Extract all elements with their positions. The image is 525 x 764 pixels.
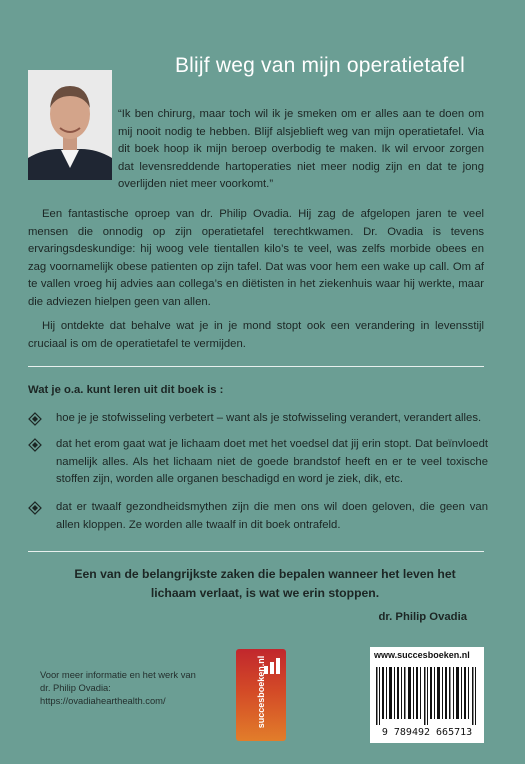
description-paragraph-1: Een fantastische oproep van dr. Philip Ovadia. Hij zag de afgelopen jaren te veel mensen die onnodig op zijn operatietafel terechtkwamen. Dr. Ovadia is tevens ervaringsdeskundige: hij woog vele tientallen kilo’s te veel, was zelfs morbide obees en zag voornamelijk obese patienten op zijn tafel. Dat was voor hem een wake up call. Om af te vallen vroeg hij advies aan collega’s en diëtisten in het ziekenhuis waar hij werkte, maar die adviezen hielpen geen van allen. xyxy=(28,208,484,308)
book-title: Blijf weg van mijn operatietafel xyxy=(174,54,466,77)
list-item-text: dat er twaalf gezondheidsmythen zijn die men ons wil doen geloven, die geen van allen kloppen. Ze worden alle twaalf in dit boek ontrafeld. xyxy=(56,501,488,531)
diamond-bullet-icon xyxy=(28,501,42,515)
info-line: dr. Philip Ovadia: xyxy=(40,682,111,693)
tagline: Een van de belangrijkste zaken die bepalen wanneer het leven het lichaam verlaat, is wat we erin stoppen. xyxy=(74,567,456,600)
description-paragraph-2: Hij ontdekte dat behalve wat je in je mond stopt ook een verandering in levensstijl cruciaal is om de operatietafel te vermijden. xyxy=(28,320,484,350)
logo-text: succesboeken.nl xyxy=(256,655,266,729)
barcode xyxy=(370,647,484,743)
divider xyxy=(28,551,484,552)
divider xyxy=(28,366,484,367)
list-item-text: hoe je je stofwisseling verbetert – want als je stofwisseling verandert, verandert alles. xyxy=(56,412,482,424)
isbn-number: 9 789492 665713 xyxy=(381,727,473,738)
diamond-bullet-icon xyxy=(28,412,42,426)
barcode-bars-icon xyxy=(376,667,478,725)
info-line: Voor meer informatie en het werk van xyxy=(40,669,196,680)
author-quote: “Ik ben chirurg, maar toch wil ik je smeken om er alles aan te doen om mij nooit nodig te hebben. Blijf alsjeblieft weg van mijn operatietafel. Via dit boek hoop ik mijn beroep overbodig te maken. Ik wil ervoor zorgen dat levensreddende hartoperaties niet meer nodig zijn en dat te jong overlijden niet meer voorkomt.” xyxy=(118,108,484,190)
diamond-bullet-icon xyxy=(28,438,42,452)
author-name: dr. Philip Ovadia xyxy=(378,611,467,623)
info-url[interactable]: https://ovadiahearthealth.com/ xyxy=(40,695,166,706)
barcode-url: www.succesboeken.nl xyxy=(374,650,470,660)
author-photo xyxy=(28,70,112,180)
publisher-logo xyxy=(236,649,286,741)
info-block xyxy=(40,668,196,707)
list-item-text: dat het erom gaat wat je lichaam doet met het voedsel dat jij erin stopt. Dat beïnvloedt namelijk alles. Als het lichaam niet de goede brandstof heeft en er te veel toxische stoffen zijn, worden alle organen beschadigd en word je ziek, dik, etc. xyxy=(56,438,488,485)
learn-heading: Wat je o.a. kunt leren uit dit boek is : xyxy=(28,384,224,396)
